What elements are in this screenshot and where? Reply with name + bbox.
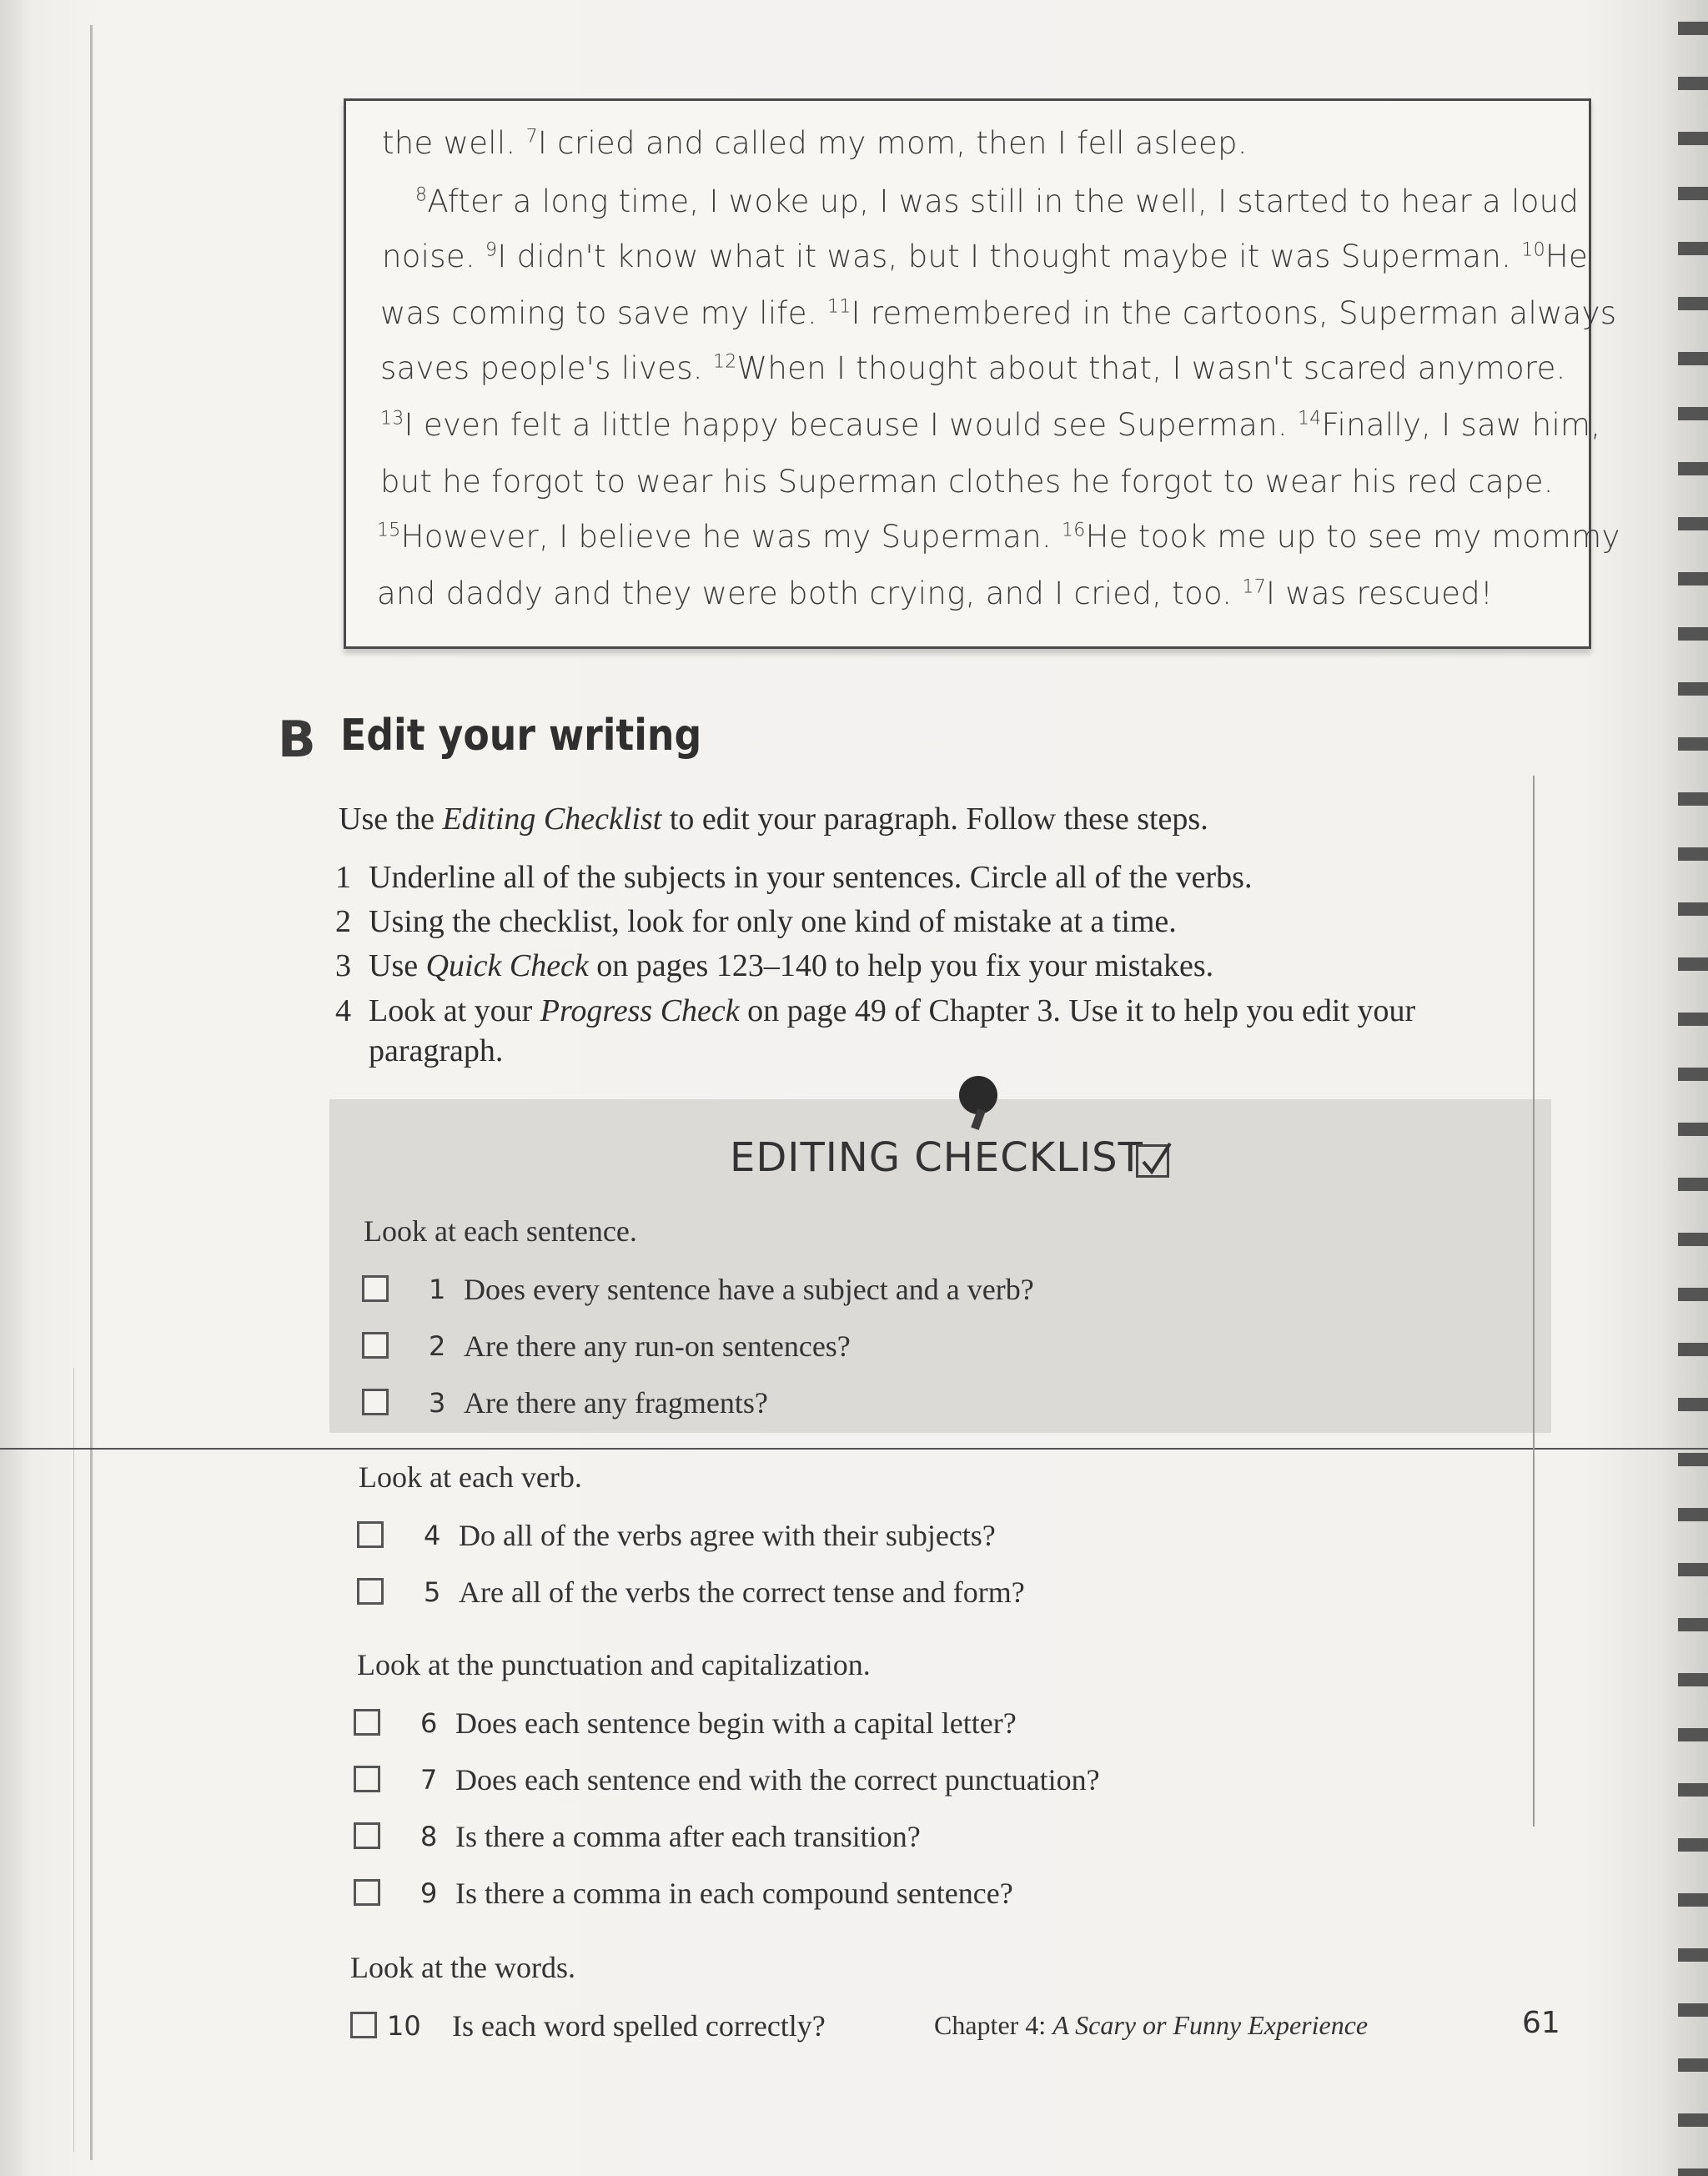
- step-4-continued: paragraph.: [369, 1033, 504, 1068]
- step-number: 3: [335, 948, 351, 983]
- checklist-item-number: 7: [420, 1764, 438, 1796]
- paragraph-line: [382, 239, 1588, 274]
- sentence-number: 12: [712, 351, 737, 373]
- step-text-part: Underline all of the subjects in your sentences. Circle all of the verbs.: [369, 860, 1253, 895]
- sentence-number: 17: [1242, 576, 1267, 598]
- step-italic-text: Progress Check: [540, 993, 740, 1028]
- sentence-number: 7: [525, 126, 538, 148]
- paragraph-line: [415, 183, 1579, 219]
- footer-chapter: Chapter 4:: [934, 2010, 1053, 2040]
- section-title: Edit your writing: [340, 711, 702, 761]
- step-text-part: on page 49 of Chapter 3. Use it to help you edit your: [739, 993, 1416, 1028]
- checklist-item-number: 5: [424, 1576, 441, 1608]
- paragraph-line: [380, 407, 1600, 443]
- checkmark-box-icon: [1136, 1144, 1169, 1178]
- intro-text: Use the: [339, 802, 443, 837]
- section-letter: B: [278, 711, 316, 769]
- checklist-item-number: 4: [424, 1520, 441, 1551]
- checklist-item-number: 9: [420, 1877, 438, 1909]
- gutter-line: [90, 25, 93, 2160]
- checklist-item-text: Does each sentence end with the correct punctuation?: [455, 1763, 1100, 1797]
- section-intro: [339, 801, 1208, 837]
- step-number: 1: [335, 860, 351, 895]
- sentence-number: 14: [1298, 408, 1322, 430]
- sentence-number: 15: [377, 520, 401, 541]
- checkmark-icon: [1140, 1140, 1173, 1177]
- checkbox[interactable]: [354, 1709, 380, 1736]
- checkbox[interactable]: [350, 2012, 377, 2038]
- step-text: [369, 947, 1213, 984]
- step-text-part: on pages 123–140 to help you fix your mistakes.: [588, 948, 1214, 983]
- checkbox[interactable]: [354, 1766, 380, 1792]
- checklist-item-text: Are there any fragments?: [464, 1386, 768, 1420]
- sentence-number: 11: [826, 296, 851, 318]
- checklist-item-text: Does each sentence begin with a capital letter?: [455, 1706, 1017, 1740]
- checklist-item-text: Does every sentence have a subject and a verb?: [464, 1273, 1034, 1306]
- checkbox[interactable]: [354, 1879, 380, 1906]
- paragraph-line: [377, 575, 1493, 611]
- step-text: [369, 993, 1415, 1029]
- sentence-text: When I thought about that, I wasn't scared anymore.: [736, 350, 1566, 386]
- sentence-text: noise.: [382, 239, 486, 274]
- step-italic-text: Quick Check: [425, 948, 589, 983]
- checkbox[interactable]: [362, 1332, 389, 1359]
- sentence-text: but he forgot to wear his Superman clothes he forgot to wear his red cape.: [380, 464, 1554, 500]
- step-text-part: Using the checklist, look for only one kind of mistake at a time.: [369, 904, 1177, 939]
- checklist-item-text: Is there a comma in each compound sentence?: [455, 1877, 1013, 1910]
- sentence-text: was coming to save my life.: [380, 295, 827, 331]
- page-fold-line: [0, 1448, 1708, 1450]
- sentence-text: I didn't know what it was, but I thought maybe it was Superman.: [497, 239, 1522, 274]
- checkbox[interactable]: [357, 1521, 384, 1548]
- sentence-text: saves people's lives.: [380, 350, 713, 386]
- step-text-part: Use: [369, 948, 426, 983]
- sentence-text: After a long time, I woke up, I was still in the well, I started to hear a loud: [427, 183, 1580, 219]
- checklist-item-number: 3: [429, 1387, 446, 1419]
- checklist-group-label: Look at each sentence.: [364, 1214, 637, 1248]
- sentence-number: 16: [1061, 520, 1086, 541]
- checklist-item-number: 1: [429, 1274, 446, 1305]
- paragraph-line: [380, 295, 1616, 331]
- page-number: 61: [1522, 2006, 1560, 2040]
- step-text-part: Look at your: [369, 993, 540, 1028]
- checklist-group-label: Look at the words.: [350, 1951, 575, 1984]
- sentence-number: 9: [485, 239, 498, 261]
- checkbox[interactable]: [362, 1389, 389, 1415]
- checklist-group-label: Look at each verb.: [359, 1460, 582, 1494]
- step-text: [369, 903, 1177, 940]
- sentence-text: However, I believe he was my Superman.: [400, 519, 1062, 555]
- checklist-item-text: Is each word spelled correctly?: [452, 2009, 826, 2043]
- checkbox[interactable]: [362, 1275, 389, 1302]
- sentence-text: the well.: [382, 125, 526, 161]
- sentence-text: I cried and called my mom, then I fell asleep.: [537, 125, 1248, 161]
- spiral-binding: [1658, 0, 1708, 2176]
- checklist-group-label: Look at the punctuation and capitalization.: [357, 1648, 871, 1681]
- intro-text-end: to edit your paragraph. Follow these steps.: [661, 802, 1208, 837]
- paragraph-line: [380, 464, 1554, 500]
- checklist-item-text: Are there any run-on sentences?: [464, 1329, 851, 1363]
- checklist-item-text: Is there a comma after each transition?: [455, 1820, 921, 1853]
- checkbox[interactable]: [354, 1822, 380, 1849]
- right-margin-rule: [1533, 776, 1535, 1827]
- checklist-item-number: 8: [420, 1821, 438, 1852]
- sentence-text: Finally, I saw him,: [1321, 407, 1601, 443]
- sentence-text: He: [1545, 239, 1589, 274]
- step-number: 2: [335, 904, 351, 939]
- paragraph-line: [377, 519, 1620, 555]
- checklist-item-number: 10: [387, 2010, 421, 2042]
- sentence-text: I was rescued!: [1266, 575, 1494, 611]
- footer-chapter-title: A Scary or Funny Experience: [1052, 2010, 1369, 2040]
- checklist-item-text: Are all of the verbs the correct tense and form?: [459, 1575, 1025, 1609]
- paragraph-line: [380, 350, 1566, 386]
- page-footer: [934, 2010, 1368, 2041]
- sentence-text: I even felt a little happy because I would see Superman.: [404, 407, 1298, 443]
- checklist-item-text: Do all of the verbs agree with their subjects?: [459, 1519, 996, 1552]
- intro-italic-text: Editing Checklist: [442, 802, 662, 837]
- checklist-item-number: 2: [429, 1330, 446, 1362]
- step-number: 4: [335, 993, 351, 1028]
- step-text: [369, 859, 1252, 896]
- sentence-number: 8: [415, 184, 428, 206]
- sentence-text: He took me up to see my mommy: [1085, 519, 1620, 555]
- gutter-line-secondary: [73, 1368, 74, 2152]
- sentence-number: 13: [380, 408, 404, 430]
- checkbox[interactable]: [357, 1578, 384, 1605]
- sentence-text: and daddy and they were both crying, and I cried, too.: [377, 575, 1243, 611]
- sentence-text: I remembered in the cartoons, Superman always: [851, 295, 1617, 331]
- sentence-number: 10: [1521, 239, 1545, 261]
- checklist-title: EDITING CHECKLIST: [730, 1134, 1143, 1181]
- paragraph-line: [382, 125, 1248, 161]
- checklist-item-number: 6: [420, 1707, 438, 1739]
